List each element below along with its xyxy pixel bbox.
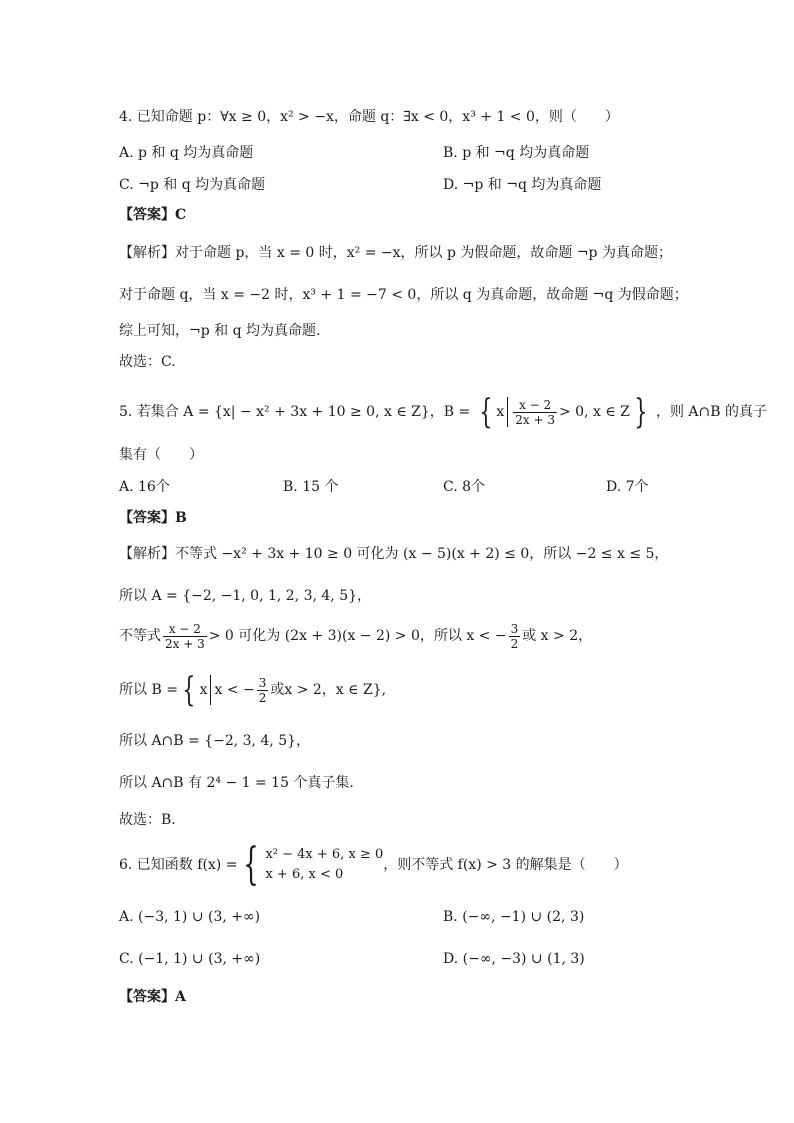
q5-explanation-3: 不等式 $\frac{x - 2}{2x + 3}$ > 0 可化为 (2x + 3)(x − 2) > 0，所以 x < − $\frac{3}{2}$ 或 x > 2， bbox=[119, 621, 593, 651]
q4-explanation-2: 对于命题 q，当 x = −2 时，x³ + 1 = −7 < 0，所以 q 为真命题，故命题 ¬q 为假命题； bbox=[119, 287, 688, 303]
q5-ineq-fraction-2: $\frac{3}{2}$ bbox=[510, 621, 519, 651]
q5-option-c: C. 8个 bbox=[443, 479, 486, 495]
q5-explanation-4: 所以 A∩B = {−2, 3, 4, 5}， bbox=[119, 733, 311, 749]
q5-ineq-fraction: $\frac{x - 2}{2x + 3}$ bbox=[165, 621, 205, 651]
q4-option-c: C. ¬p 和 q 均为真命题 bbox=[119, 177, 266, 193]
q5-option-a: A. 16个 bbox=[119, 479, 170, 495]
q6-stem: 6. 已知函数 f(x) = { x² − 4x + 6, x ≥ 0 x + 6, x < 0 ，则不等式 f(x) > 3 的解集是（ ） bbox=[119, 839, 628, 890]
q6-piecewise: x² − 4x + 6, x ≥ 0 x + 6, x < 0 bbox=[265, 847, 384, 882]
q6-answer: 【答案】A bbox=[119, 989, 186, 1005]
q5-answer: 【答案】B bbox=[119, 510, 187, 526]
q6-option-a: A. (−3, 1) ∪ (3, +∞) bbox=[119, 909, 261, 925]
q5-stem-pre: 5. 若集合 A = {x| − x² + 3x + 10 ≥ 0, x ∈ Z}，B = bbox=[119, 404, 471, 420]
q4-choice: 故选：C. bbox=[119, 354, 176, 370]
q5-option-b: B. 15 个 bbox=[283, 479, 339, 495]
q6-option-c: C. (−1, 1) ∪ (3, +∞) bbox=[119, 951, 261, 967]
q4-option-b: B. p 和 ¬q 均为真命题 bbox=[443, 145, 590, 161]
q5-explanation-set-b: 所以 B = { x x < − $\frac{3}{2}$ 或x > 2，x ∈ Z}, bbox=[119, 670, 387, 710]
q5-stem-continued: 集有（ ） bbox=[119, 447, 203, 463]
q6-option-d: D. (−∞, −3) ∪ (1, 3) bbox=[443, 951, 585, 967]
q5-explanation-1: 【解析】不等式 −x² + 3x + 10 ≥ 0 可化为 (x − 5)(x + 2) ≤ 0，所以 −2 ≤ x ≤ 5， bbox=[119, 546, 669, 562]
q5-option-d: D. 7个 bbox=[606, 479, 649, 495]
q5-stem bbox=[119, 394, 767, 430]
q5-explanation-5: 所以 A∩B 有 2⁴ − 1 = 15 个真子集. bbox=[119, 775, 354, 791]
q5-choice: 故选：B. bbox=[119, 812, 176, 828]
q4-stem: 4. 已知命题 p：∀x ≥ 0，x² > −x，命题 q：∃x < 0，x³ + 1 < 0，则（ ） bbox=[119, 109, 619, 125]
q6-option-b: B. (−∞, −1) ∪ (2, 3) bbox=[443, 909, 585, 925]
q5-set-b: { x $\frac{x - 2}{2x + 3}$ > 0, x ∈ Z } bbox=[479, 392, 648, 432]
q4-option-d: D. ¬p 和 ¬q 均为真命题 bbox=[443, 177, 602, 193]
q5-set-b-fraction: $\frac{x - 2}{2x + 3}$ bbox=[515, 397, 555, 427]
q4-explanation-1: 【解析】对于命题 p，当 x = 0 时，x² = −x，所以 p 为假命题，故命题 ¬p 为真命题； bbox=[119, 245, 672, 261]
q4-explanation-3: 综上可知，¬p 和 q 均为真命题. bbox=[119, 323, 321, 339]
q4-answer: 【答案】C bbox=[119, 207, 187, 223]
q5-set-b-fraction-2: $\frac{3}{2}$ bbox=[258, 675, 267, 705]
q5-explanation-2: 所以 A = {−2, −1, 0, 1, 2, 3, 4, 5}， bbox=[119, 588, 372, 604]
q5-stem-post: ，则 A∩B 的真子 bbox=[655, 404, 767, 420]
q4-option-a: A. p 和 q 均为真命题 bbox=[119, 145, 254, 161]
